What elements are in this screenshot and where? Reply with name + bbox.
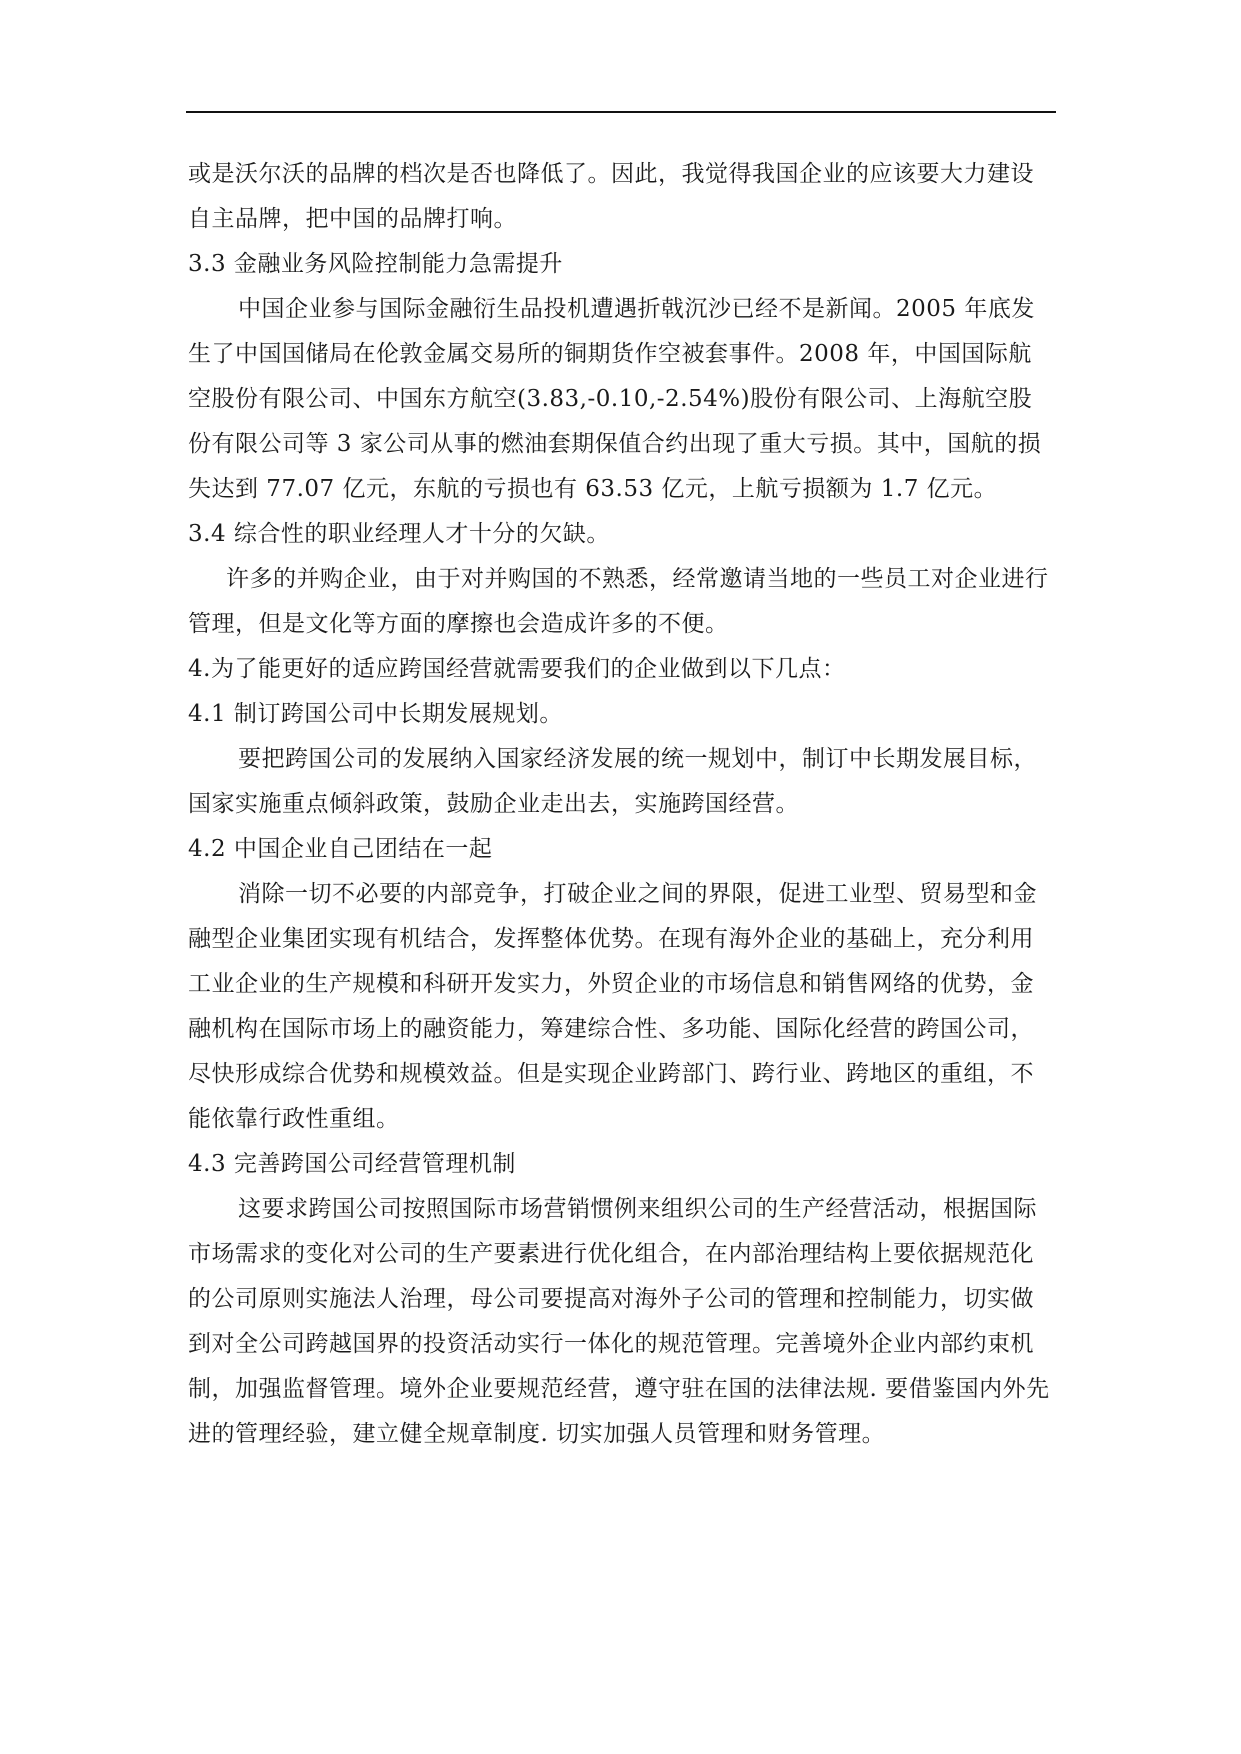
paragraph-continuation: 或是沃尔沃的品牌的档次是否也降低了。因此，我觉得我国企业的应该要大力建设自主品牌，把中国的品牌打响。	[188, 161, 1034, 232]
section-heading-4-3: 4.3 完善跨国公司经营管理机制	[188, 1151, 516, 1177]
paragraph-manager-shortage: 许多的并购企业，由于对并购国的不熟悉，经常邀请当地的一些员工对企业进行管理，但是文化等方面的摩擦也会造成许多的不便。	[188, 566, 1049, 637]
section-heading-3-4: 3.4 综合性的职业经理人才十分的欠缺。	[188, 521, 610, 547]
section-heading-4-2: 4.2 中国企业自己团结在一起	[188, 836, 493, 862]
document-body	[188, 152, 1054, 1457]
paragraph-financial-risk: 中国企业参与国际金融衍生品投机遭遇折戟沉沙已经不是新闻。2005 年底发生了中国国储局在伦敦金属交易所的铜期货作空被套事件。2008 年，中国国际航空股份有限公司、中国东方航空(3.83,-0.10,-2.54%)股份有限公司、上海航空股份有限公司等 3 家公司从事的燃油套期保值合约出现了重大亏损。其中，国航的损失达到 77.07 亿元，东航的亏损也有 63.53 亿元，上航亏损额为 1.7 亿元。	[188, 296, 1042, 502]
section-heading-4: 4.为了能更好的适应跨国经营就需要我们的企业做到以下几点：	[188, 656, 846, 682]
paragraph-unity: 消除一切不必要的内部竞争，打破企业之间的界限，促进工业型、贸易型和金融型企业集团实现有机结合，发挥整体优势。在现有海外企业的基础上，充分利用工业企业的生产规模和科研开发实力，外贸企业的市场信息和销售网络的优势，金融机构在国际市场上的融资能力，筹建综合性、多功能、国际化经营的跨国公司，尽快形成综合优势和规模效益。但是实现企业跨部门、跨行业、跨地区的重组，不能依靠行政性重组。	[188, 881, 1037, 1132]
paragraph-management-mechanism: 这要求跨国公司按照国际市场营销惯例来组织公司的生产经营活动，根据国际市场需求的变化对公司的生产要素进行优化组合，在内部治理结构上要依据规范化的公司原则实施法人治理，母公司要提高对海外子公司的管理和控制能力，切实做到对全公司跨越国界的投资活动实行一体化的规范管理。完善境外企业内部约束机制，加强监督管理。境外企业要规范经营，遵守驻在国的法律法规. 要借鉴国内外先进的管理经验，建立健全规章制度. 切实加强人员管理和财务管理。	[188, 1196, 1050, 1447]
section-heading-3-3: 3.3 金融业务风险控制能力急需提升	[188, 251, 563, 277]
header-rule	[186, 111, 1056, 113]
section-heading-4-1: 4.1 制订跨国公司中长期发展规划。	[188, 701, 563, 727]
paragraph-development-plan: 要把跨国公司的发展纳入国家经济发展的统一规划中，制订中长期发展目标，国家实施重点倾斜政策，鼓励企业走出去，实施跨国经营。	[188, 746, 1037, 817]
